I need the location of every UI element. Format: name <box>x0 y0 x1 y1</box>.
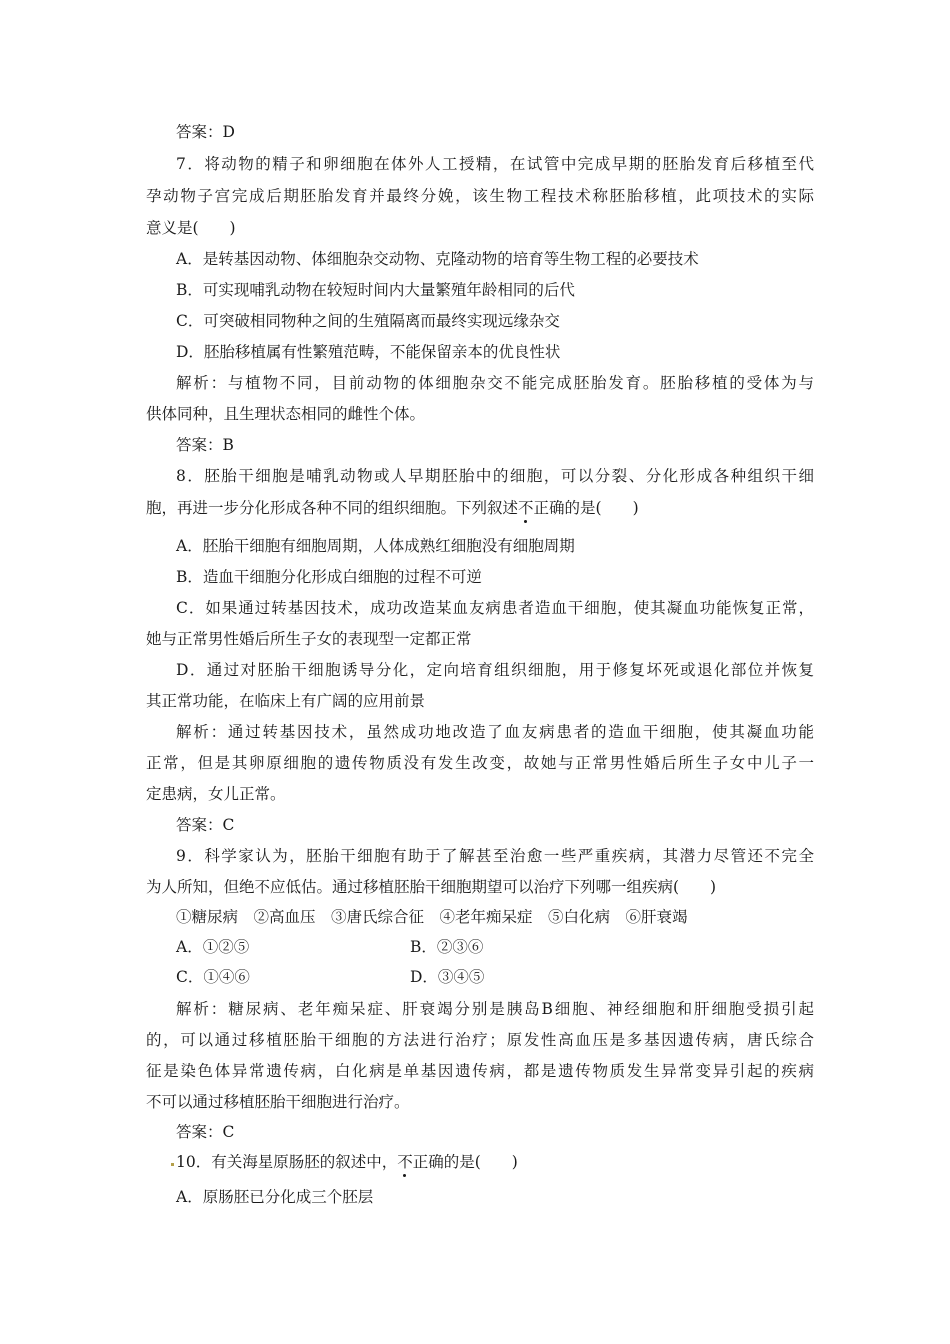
answer-8: 答案：C <box>176 816 235 834</box>
q7-line-1: 7．将动物的精子和卵细胞在体外人工授精，在试管中完成早期的胚胎发育后移植至代 <box>176 155 814 173</box>
q10-line-1-text: 10．有关海星原肠胚的叙述中， <box>176 1153 398 1171</box>
q9-analysis-4: 不可以通过移植胚胎干细胞进行治疗。 <box>146 1093 410 1111</box>
q9-diseases: ①糖尿病 ②高血压 ③唐氏综合征 ④老年痴呆症 ⑤白化病 ⑥肝衰竭 <box>176 908 688 926</box>
q8-option-d-1: D．通过对胚胎干细胞诱导分化，定向培育组织细胞，用于修复坏死或退化部位并恢复 <box>176 661 814 679</box>
q9-options-ab <box>176 937 844 957</box>
q8-option-a: A．胚胎干细胞有细胞周期，人体成熟红细胞没有细胞周期 <box>176 537 575 555</box>
q9-analysis-1: 解析：糖尿病、老年痴呆症、肝衰竭分别是胰岛B细胞、神经细胞和肝细胞受损引起 <box>176 1000 814 1018</box>
q9-option-c: C．①④⑥ <box>176 968 250 986</box>
q9-option-d: D．③④⑤ <box>410 968 485 986</box>
emphasis-not: 不 <box>518 499 534 517</box>
q8-line-2-text: 胞，再进一步分化形成各种不同的组织细胞。下列叙述 <box>146 499 519 517</box>
q7-line-3: 意义是( ) <box>146 219 236 237</box>
q8-option-b: B．造血干细胞分化形成白细胞的过程不可逆 <box>176 568 482 586</box>
q8-analysis-1: 解析：通过转基因技术，虽然成功地改造了血友病患者的造血干细胞，使其凝血功能 <box>176 723 814 741</box>
q8-analysis-2: 正常，但是其卵原细胞的遗传物质没有发生改变，故她与正常男性婚后所生子女中儿子一 <box>146 754 814 772</box>
q8-option-d-2: 其正常功能，在临床上有广阔的应用前景 <box>146 692 426 710</box>
emphasis-not-2: 不 <box>397 1153 413 1171</box>
q9-option-a: A．①②⑤ <box>176 938 250 956</box>
answer-9: 答案：C <box>176 1123 235 1141</box>
q7-option-b: B．可实现哺乳动物在较短时间内大量繁殖年龄相同的后代 <box>176 281 575 299</box>
q7-option-a: A．是转基因动物、体细胞杂交动物、克隆动物的培育等生物工程的必要技术 <box>176 250 699 268</box>
q8-analysis-3: 定患病，女儿正常。 <box>146 785 286 803</box>
q9-options-cd <box>176 967 844 987</box>
answer-6: 答案：D <box>176 123 235 141</box>
q8-line-1: 8．胚胎干细胞是哺乳动物或人早期胚胎中的细胞，可以分裂、分化形成各种组织干细 <box>176 467 814 485</box>
q8-line-2 <box>146 498 814 518</box>
answer-7: 答案：B <box>176 436 234 454</box>
q7-option-d: D．胚胎移植属有性繁殖范畴，不能保留亲本的优良性状 <box>176 343 561 361</box>
q8-option-c-1: C．如果通过转基因技术，成功改造某血友病患者造血干细胞，使其凝血功能恢复正常， <box>176 599 814 617</box>
q7-analysis-2: 供体同种，且生理状态相同的雌性个体。 <box>146 405 426 423</box>
q8-line-2-end: 正确的是( ) <box>533 499 639 517</box>
q9-line-1: 9．科学家认为，胚胎干细胞有助于了解甚至治愈一些严重疾病，其潜力尽管还不完全 <box>176 847 814 865</box>
q7-option-c: C．可突破相同物种之间的生殖隔离而最终实现远缘杂交 <box>176 312 560 330</box>
q10-line-1-end: 正确的是( ) <box>412 1153 518 1171</box>
q10-option-a: A．原肠胚已分化成三个胚层 <box>176 1188 374 1206</box>
q9-analysis-3: 征是染色体异常遗传病，白化病是单基因遗传病，都是遗传物质发生异常变异引起的疾病 <box>146 1062 814 1080</box>
q7-analysis-1: 解析：与植物不同，目前动物的体细胞杂交不能完成胚胎发育。胚胎移植的受体为与 <box>176 374 814 392</box>
q9-line-2: 为人所知，但绝不应低估。通过移植胚胎干细胞期望可以治疗下列哪一组疾病( ) <box>146 878 717 896</box>
q10-line-1 <box>176 1152 844 1172</box>
decorative-dot <box>171 1163 174 1166</box>
q8-option-c-2: 她与正常男性婚后所生子女的表现型一定都正常 <box>146 630 472 648</box>
q9-analysis-2: 的，可以通过移植胚胎干细胞的方法进行治疗；原发性高血压是多基因遗传病，唐氏综合 <box>146 1031 814 1049</box>
q9-option-b: B．②③⑥ <box>410 938 484 956</box>
q7-line-2: 孕动物子宫完成后期胚胎发育并最终分娩，该生物工程技术称胚胎移植，此项技术的实际 <box>146 187 814 205</box>
